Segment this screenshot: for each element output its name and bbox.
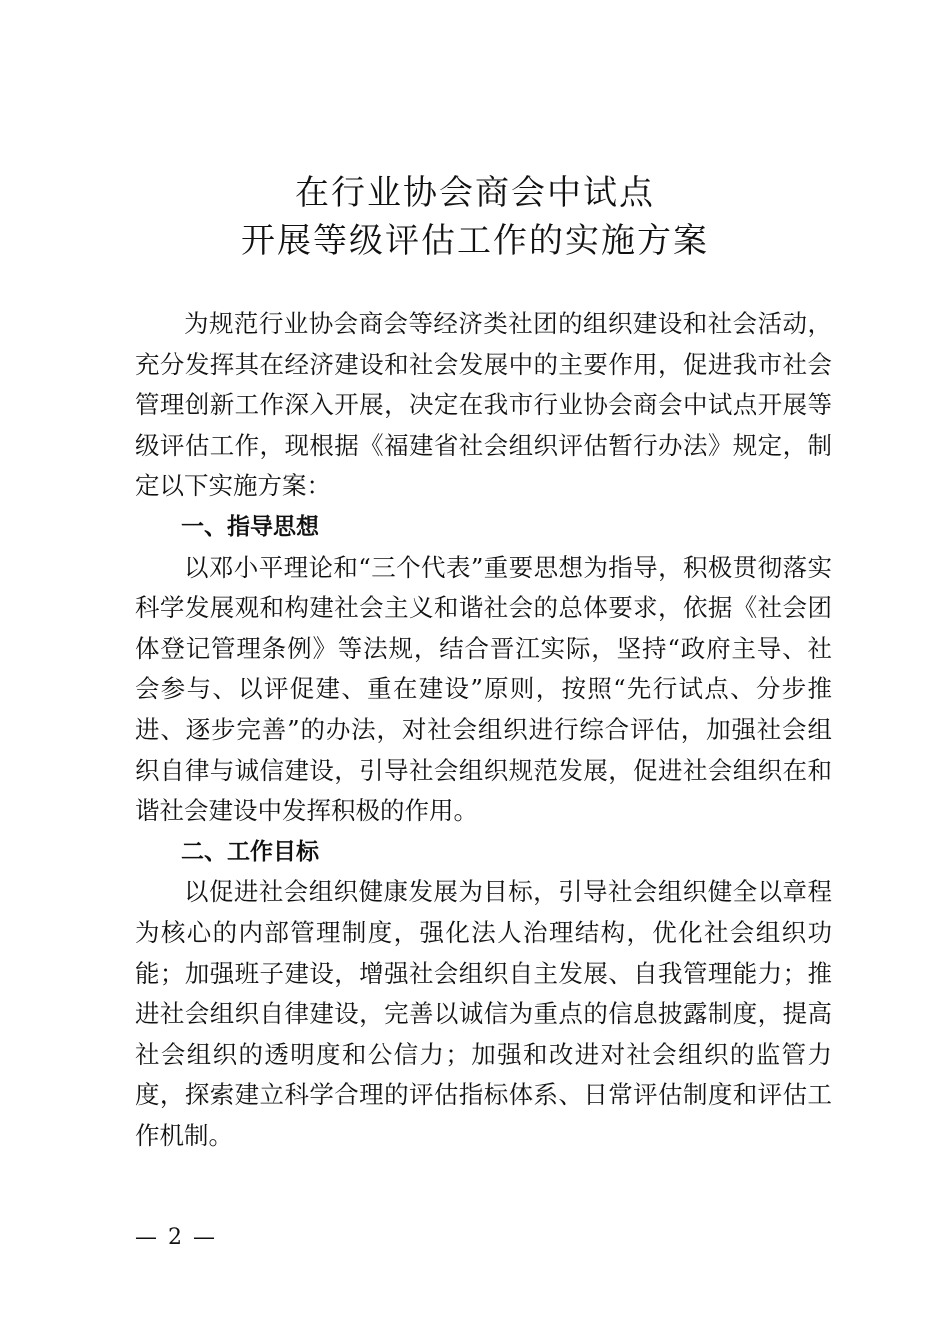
section-body-guiding-ideology: 以邓小平理论和“三个代表”重要思想为指导，积极贯彻落实科学发展观和构建社会主义和谐社会的总体要求，依据《社会团体登记管理条例》等法规，结合晋江实际，坚持“政府主导、社会参与、以评促建、重在建设”原则，按照“先行试点、分步推进、逐步完善”的办法，对社会组织进行综合评估，加强社会组织自律与诚信建设，引导社会组织规范发展，促进社会组织在和谐社会建设中发挥积极的作用。: [135, 552, 832, 826]
section-heading-work-goals: 二、工作目标: [181, 838, 319, 865]
page-number: — 2 —: [135, 1225, 217, 1250]
document-body: [135, 304, 832, 1156]
document-title-line-1: 在行业协会商会中试点: [295, 173, 655, 213]
section-body-work-goals: 以促进社会组织健康发展为目标，引导社会组织健全以章程为核心的内部管理制度，强化法人治理结构，优化社会组织功能；加强班子建设，增强社会组织自主发展、自我管理能力；推进社会组织自律建设，完善以诚信为重点的信息披露制度，提高社会组织的透明度和公信力；加强和改进对社会组织的监管力度，探索建立科学合理的评估指标体系、日常评估制度和评估工作机制。: [135, 877, 832, 1150]
intro-paragraph: 为规范行业协会商会等经济类社团的组织建设和社会活动，充分发挥其在经济建设和社会发展中的主要作用，促进我市社会管理创新工作深入开展，决定在我市行业协会商会中试点开展等级评估工作，现根据《福建省社会组织评估暂行办法》规定，制定以下实施方案：: [135, 309, 832, 501]
document-title-line-2: 开展等级评估工作的实施方案: [241, 221, 709, 261]
section-heading-guiding-ideology: 一、指导思想: [181, 513, 319, 540]
